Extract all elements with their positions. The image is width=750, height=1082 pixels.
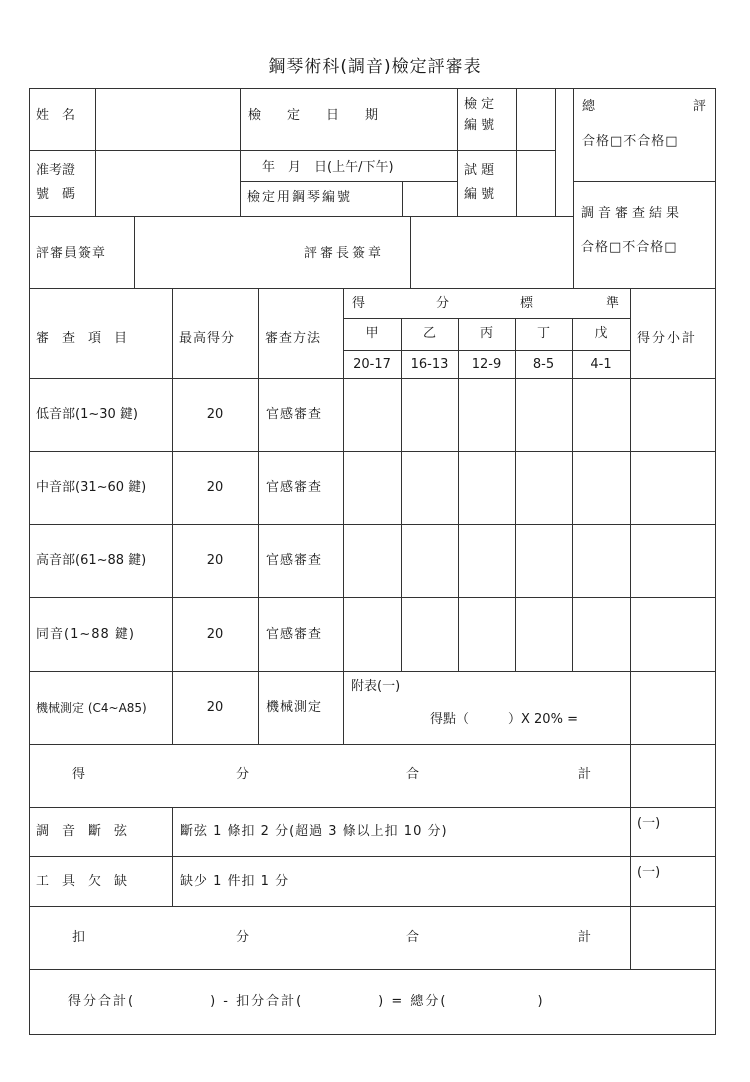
row-method: 官感審查 <box>266 407 323 422</box>
grade-range: 8-5 <box>532 357 555 372</box>
row-method: 官感審查 <box>266 627 323 642</box>
grade-label: 丁 <box>536 326 550 341</box>
tuning-result: 合格□不合格□ <box>581 240 678 255</box>
exam-date-label: 檢 定 日 期 <box>248 108 379 123</box>
exam-no-label-2: 編 號 <box>464 118 495 133</box>
score-total-label-1: 得 <box>72 767 86 782</box>
col-item-label: 審 查 項 目 <box>36 331 128 346</box>
score-total-label-4: 計 <box>578 767 592 782</box>
total-label-1: 總 <box>582 99 596 114</box>
deduct-total-label-2: 分 <box>236 930 250 945</box>
row-max: 20 <box>206 553 224 568</box>
row-max: 20 <box>206 407 224 422</box>
row-method: 機械測定 <box>266 700 323 715</box>
row-method: 官感審查 <box>266 480 323 495</box>
mech-formula: 得點（ ）X 20% = <box>430 712 578 727</box>
score-total-label-3: 合 <box>406 767 420 782</box>
row-max: 20 <box>206 480 224 495</box>
grade-range: 4-1 <box>590 357 612 372</box>
question-no-label-2: 編 號 <box>464 187 495 202</box>
deduct-total-label-4: 計 <box>578 930 592 945</box>
grade-range: 16-13 <box>410 357 449 372</box>
date-value: 年 月 日(上午/下午) <box>262 160 394 175</box>
standard-label-4: 準 <box>606 296 620 311</box>
final-formula: 得分合計( ) - 扣分合計( ) = 總分( ) <box>68 994 545 1009</box>
admission-label-2: 號 碼 <box>36 187 76 202</box>
grade-range: 12-9 <box>471 357 502 372</box>
chief-sign-label: 評審長簽章 <box>304 246 385 261</box>
piano-no-label: 檢定用鋼琴編號 <box>247 190 353 205</box>
question-no-label-1: 試 題 <box>464 163 495 178</box>
deduct-total-label-3: 合 <box>406 930 420 945</box>
row-item-treble: 高音部(61~88 鍵) <box>36 553 147 568</box>
deduct-total-label-1: 扣 <box>72 930 86 945</box>
standard-label-2: 分 <box>436 296 450 311</box>
row-item-bass: 低音部(1~30 鍵) <box>36 407 138 422</box>
score-total-label-2: 分 <box>236 767 250 782</box>
deduct-mark: (一) <box>637 865 661 880</box>
deduct-rule-broken-string: 斷弦 1 條扣 2 分(超過 3 條以上扣 10 分) <box>180 824 448 839</box>
deduct-item-broken-string: 調 音 斷 弦 <box>36 824 128 839</box>
standard-label-3: 標 <box>520 296 534 311</box>
grade-label: 丙 <box>479 326 493 341</box>
deduct-rule-missing-tool: 缺少 1 件扣 1 分 <box>180 874 290 889</box>
deduct-mark: (一) <box>637 816 661 831</box>
tuning-result-label: 調音審查結果 <box>581 206 684 221</box>
grade-label: 甲 <box>365 326 379 341</box>
form-title: 鋼琴術科(調音)檢定評審表 <box>268 57 482 77</box>
grade-label: 戊 <box>594 326 608 341</box>
col-max-label: 最高得分 <box>179 331 236 346</box>
exam-no-label-1: 檢 定 <box>464 97 495 112</box>
col-method-label: 審查方法 <box>265 331 322 346</box>
grade-label: 乙 <box>422 326 436 341</box>
judge-sign-label: 評審員簽章 <box>36 246 107 261</box>
grade-range: 20-17 <box>353 357 391 372</box>
admission-label-1: 准考證 <box>36 163 76 178</box>
row-item-unison: 同音(1~88 鍵) <box>36 627 135 642</box>
col-subtotal-label: 得分小計 <box>637 331 698 346</box>
row-max: 20 <box>206 627 224 642</box>
standard-label-1: 得 <box>352 296 366 311</box>
deduct-item-missing-tool: 工 具 欠 缺 <box>36 874 128 889</box>
name-label: 姓 名 <box>36 108 76 123</box>
row-method: 官感審查 <box>266 553 323 568</box>
mech-note: 附表(一) <box>351 679 401 694</box>
total-result: 合格□不合格□ <box>582 134 679 149</box>
row-max: 20 <box>206 700 224 715</box>
total-label-2: 評 <box>693 99 707 114</box>
row-item-mechanical: 機械測定 (C4~A85) <box>36 701 147 715</box>
row-item-middle: 中音部(31~60 鍵) <box>36 480 147 495</box>
